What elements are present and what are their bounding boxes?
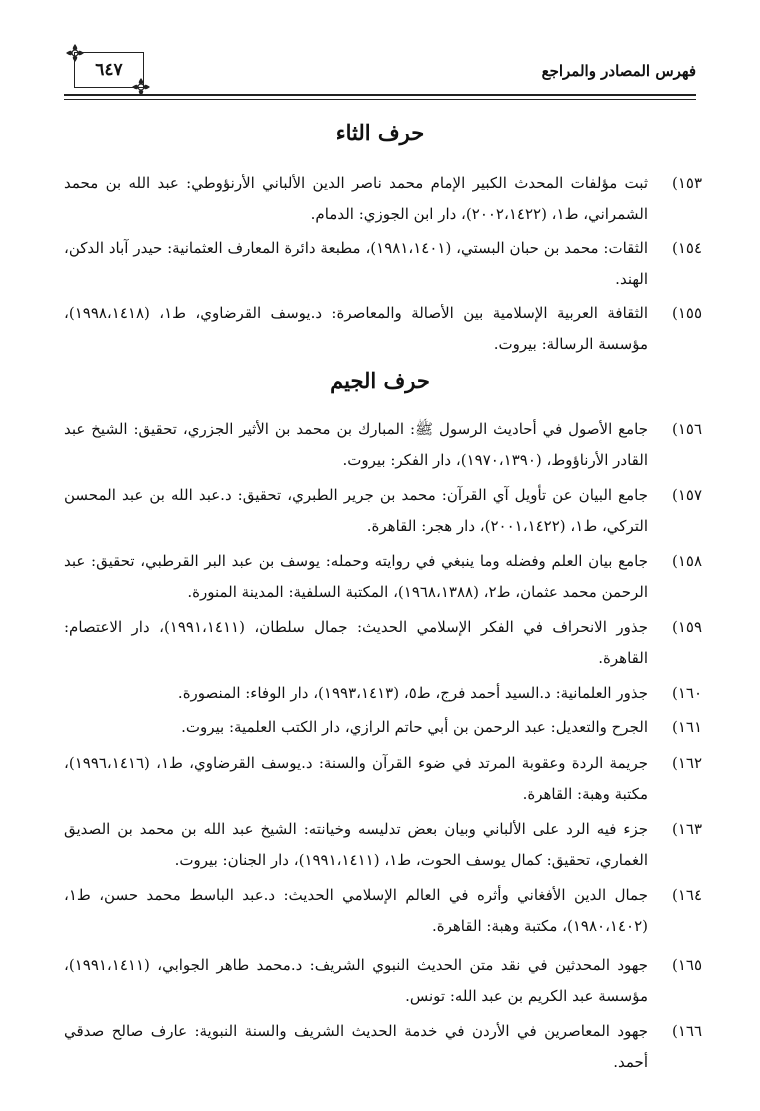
reference-entry [64,712,702,743]
page-number: ٦٤٧ [95,60,123,80]
entry-text: جامع البيان عن تأويل آي القرآن: محمد بن جرير الطبري، تحقيق: د.عبد الله بن عبد المحسن التركي، ط١، (٢٠٠١،١٤٢٢)، دار هجر: القاهرة. [64,486,648,535]
reference-entry [64,1016,702,1078]
entry-text: جامع الأصول في أحاديث الرسول ﷺ: المبارك بن محمد بن الأثير الجزري، تحقيق: الشيخ عبد القادر الأرناؤوط، (١٩٧٠،١٣٩٠)، دار الفكر: بيروت. [64,420,648,469]
entry-text: الثقافة العربية الإسلامية بين الأصالة والمعاصرة: د.يوسف القرضاوي، ط١، (١٩٩٨،١٤١٨)، مؤسسة الرسالة: بيروت. [64,304,648,353]
header-rule [64,94,696,96]
reference-entry [64,480,702,542]
entry-text: ثبت مؤلفات المحدث الكبير الإمام محمد ناصر الدين الألباني الأرنؤوطي: عبد الله بن محمد الشمراني، ط١، (٢٠٠٢،١٤٢٢)، دار ابن الجوزي: الدمام. [64,174,648,223]
reference-entry [64,612,702,674]
reference-entry [64,748,702,810]
entry-number: ١٦٣) [671,820,702,838]
entry-number: ١٥٤) [671,239,702,257]
entry-number: ١٦٦) [671,1022,702,1040]
entry-text: جهود المعاصرين في الأردن في خدمة الحديث الشريف والسنة النبوية: عارف صالح صدقي أحمد. [64,1022,648,1071]
entry-text: جمال الدين الأفغاني وأثره في العالم الإسلامي الحديث: د.عبد الباسط محمد حسن، ط١، (١٩٨٠،١٤٠٢)، مكتبة وهبة: القاهرة. [64,886,648,935]
entry-number: ١٥٥) [671,304,702,322]
entry-number: ١٦٤) [671,886,702,904]
entry-number: ١٥٦) [671,420,702,438]
entry-number: ١٦٠) [671,684,702,702]
section-heading: حرف الجيم [330,368,430,393]
entry-text: الثقات: محمد بن حبان البستي، (١٩٨١،١٤٠١)، مطبعة دائرة المعارف العثمانية: حيدر آباد الدكن، الهند. [64,239,649,288]
entry-text: جريمة الردة وعقوبة المرتد في ضوء القرآن والسنة: د.يوسف القرضاوي، ط١، (١٩٩٦،١٤١٦)، مكتبة وهبة: القاهرة. [64,754,648,803]
entry-number: ١٥٧) [671,486,702,504]
entry-number: ١٦١) [671,718,702,736]
reference-entry [64,168,702,230]
reference-entry [64,298,702,360]
entry-number: ١٦٥) [671,956,702,974]
entry-text: جذور الانحراف في الفكر الإسلامي الحديث: جمال سلطان، (١٩٩١،١٤١١)، دار الاعتصام: القاهرة. [64,618,648,667]
floral-ornament-icon [64,42,86,64]
reference-entry [64,880,702,942]
entry-text: جذور العلمانية: د.السيد أحمد فرج، ط٥، (١٩٩٣،١٤١٣)، دار الوفاء: المنصورة. [177,684,648,702]
entry-text: جهود المحدثين في نقد متن الحديث النبوي الشريف: د.محمد طاهر الجوابي، (١٩٩١،١٤١١)، مؤسسة عبد الكريم بن عبد الله: تونس. [64,956,648,1005]
reference-entry [64,950,702,1012]
entry-number: ١٥٨) [671,552,702,570]
entry-text: الجرح والتعديل: عبد الرحمن بن أبي حاتم الرازي، دار الكتب العلمية: بيروت. [181,718,648,736]
running-title: فهرس المصادر والمراجع [541,62,696,80]
reference-entry [64,678,702,709]
entry-number: ١٦٢) [671,754,702,772]
header-rule-thin [64,99,696,100]
entry-text: جزء فيه الرد على الألباني وبيان بعض تدليسه وخيانته: الشيخ عبد الله بن محمد بن الصديق الغماري، تحقيق: كمال يوسف الحوت، ط١، (١٩٩١،١٤١١)، دار الجنان: بيروت. [64,820,648,869]
reference-entry [64,414,702,476]
entry-number: ١٥٣) [671,174,702,192]
section-heading: حرف الثاء [335,120,425,145]
reference-entry [64,546,702,608]
entry-text: جامع بيان العلم وفضله وما ينبغي في روايته وحمله: يوسف بن عبد البر القرطبي، تحقيق: عبد الرحمن محمد عثمان، ط٢، (١٩٦٨،١٣٨٨)، المكتبة السلفية: المدينة المنورة. [64,552,648,601]
reference-entry [64,814,702,876]
reference-entry [64,233,702,295]
entry-number: ١٥٩) [671,618,702,636]
